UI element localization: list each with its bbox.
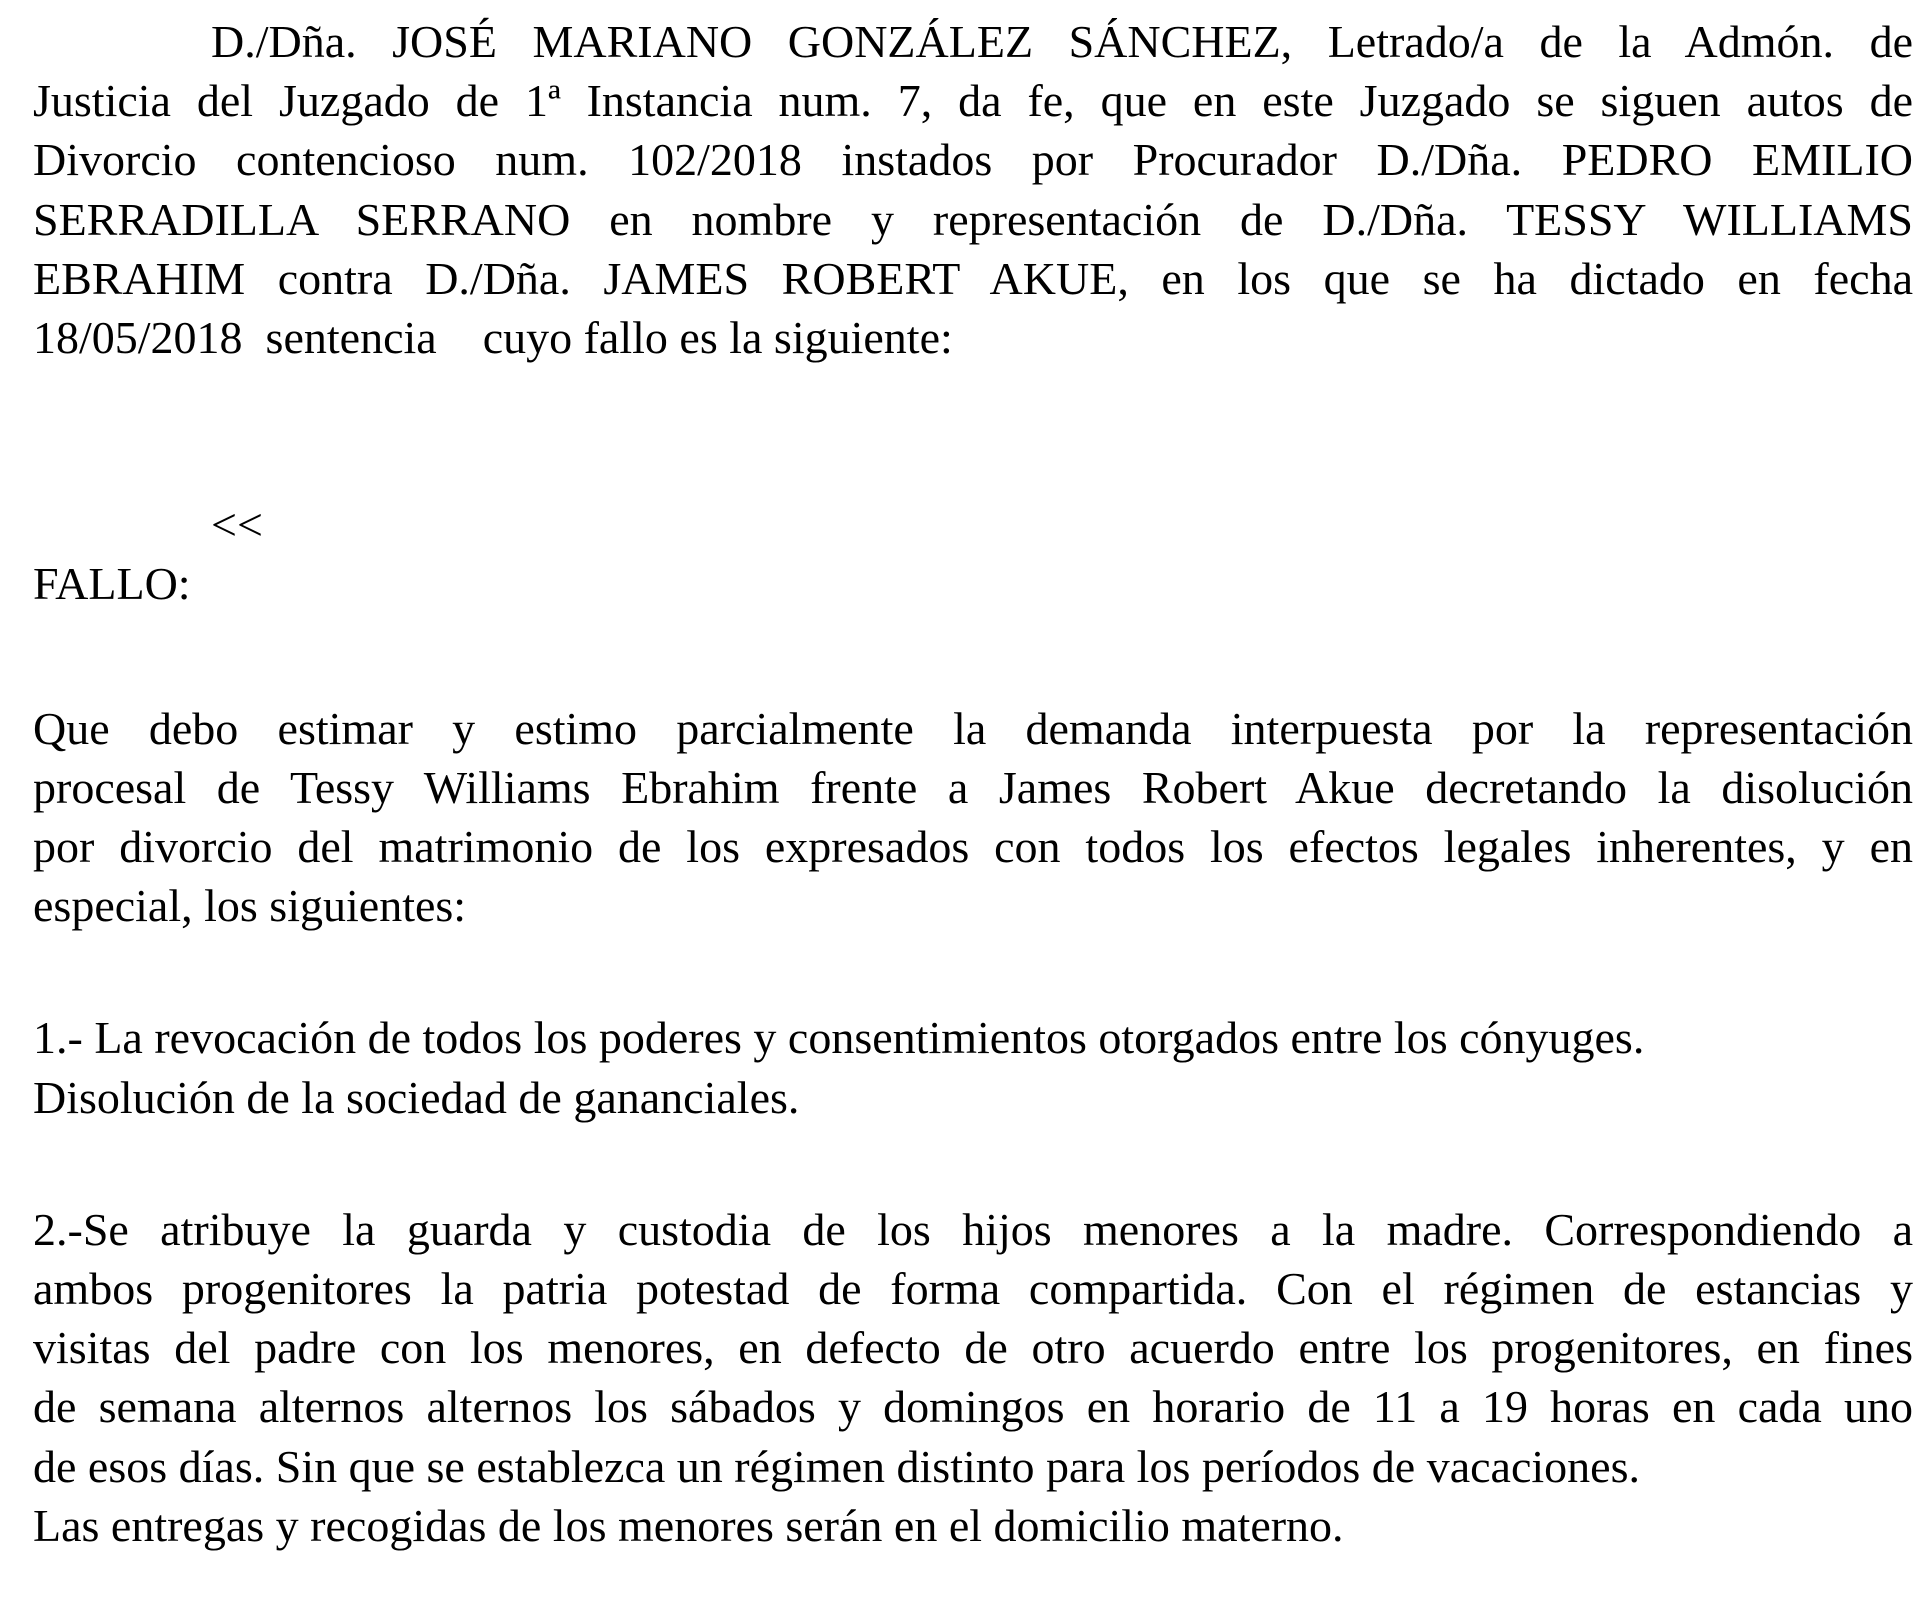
decision-line-1: Que debo estimar y estimo parcialmente la demanda interpuesta por la representación — [33, 702, 1913, 754]
item-2-line-5: de esos días. Sin que se establezca un régimen distinto para los períodos de vacaciones. — [33, 1440, 1640, 1492]
item-1-line-1: 1.- La revocación de todos los poderes y consentimientos otorgados entre los cónyuges. — [33, 1012, 1645, 1064]
intro-line-5: EBRAHIM contra D./Dña. JAMES ROBERT AKUE, en los que se ha dictado en fecha — [33, 252, 1913, 304]
item-1-line-2: Disolución de la sociedad de gananciales. — [33, 1071, 800, 1123]
item-2-line-4: de semana alternos alternos los sábados y domingos en horario de 11 a 19 horas en cada uno — [33, 1381, 1913, 1433]
intro-line-3: Divorcio contencioso num. 102/2018 instados por Procurador D./Dña. PEDRO EMILIO — [33, 134, 1913, 186]
document-page — [33, 12, 1913, 1555]
decision-line-2: procesal de Tessy Williams Ebrahim frente a James Robert Akue decretando la disolución — [33, 761, 1913, 813]
item-2-line-1: 2.-Se atribuye la guarda y custodia de los hijos menores a la madre. Correspondiendo a — [33, 1203, 1913, 1255]
decision-line-4: especial, los siguientes: — [33, 880, 467, 932]
intro-line-4: SERRADILLA SERRANO en nombre y representación de D./Dña. TESSY WILLIAMS — [33, 193, 1913, 245]
item-2-line-3: visitas del padre con los menores, en defecto de otro acuerdo entre los progenitores, en fines — [33, 1322, 1913, 1374]
item-2-line-2: ambos progenitores la patria potestad de forma compartida. Con el régimen de estancias y — [33, 1263, 1913, 1315]
fallo-heading: FALLO: — [33, 558, 191, 610]
intro-line-6: 18/05/2018 sentencia cuyo fallo es la siguiente: — [33, 312, 953, 364]
intro-line-1: D./Dña. JOSÉ MARIANO GONZÁLEZ SÁNCHEZ, Letrado/a de la Admón. de — [211, 16, 1913, 67]
decision-line-3: por divorcio del matrimonio de los expresados con todos los efectos legales inherentes, y en — [33, 821, 1913, 873]
item-2 — [33, 1200, 1913, 1555]
intro-paragraph — [33, 12, 1913, 367]
item-1 — [33, 1008, 1913, 1126]
quote-open-mark: << — [211, 499, 263, 551]
item-2-line-6: Las entregas y recogidas de los menores serán en el domicilio materno. — [33, 1499, 1344, 1551]
intro-line-2: Justicia del Juzgado de 1ª Instancia num. 7, da fe, que en este Juzgado se siguen autos de — [33, 75, 1913, 127]
decision-paragraph — [33, 699, 1913, 936]
